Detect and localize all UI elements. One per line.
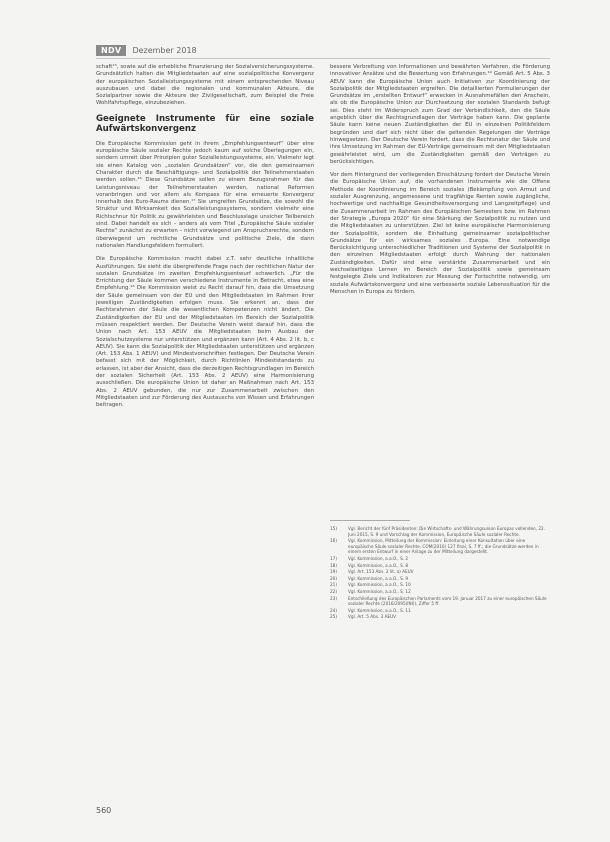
- footnote-number: 22): [330, 588, 337, 594]
- footnote-text: Vgl. Kommission, a.a.O., S. 10: [348, 582, 411, 588]
- footnote-number: 24): [330, 607, 337, 613]
- footnote: [330, 614, 550, 620]
- footnote: [330, 589, 550, 595]
- footnote: [330, 596, 550, 607]
- footnote: [330, 608, 550, 614]
- footnote-text: Vgl. Bericht der fünf Präsidenten: Die Wirtschafts- und Währungsunion Europas vollenden, 22. Juni 2015, S. 9 und Vorschlag der Kommission, Europäische Säule sozialer Rechte.: [348, 526, 546, 537]
- footnote-text: Vgl. Kommission, a.a.O., S. 2: [348, 555, 409, 561]
- header-rule: [96, 58, 550, 59]
- footnote-text: Vgl. Art. 5 Abs. 3 AEUV: [348, 614, 397, 620]
- footnote: [330, 538, 550, 555]
- page-header: [96, 44, 197, 56]
- footnote: [330, 576, 550, 582]
- paragraph: bessere Verbreitung von Informationen und bewährten Verfahren, die Förderung innovativer Ansätze und die Bewertung von Erfahrungen.¹⁹ Gemäß Art. 5 Abs. 3 AEUV kann die Europäische Union auch Initiativen zur Koordinierung der Sozialpolitik der Mitgliedstaaten ergreifen. Die detaillierten Formulierungen der Grundsätze im „erstellten Entwurf“ erwecken in Ausnahmefällen den Anschein, als ob die Europäische Union zur Durchsetzung der sozialen Standards befugt sei. Dies steht im Widerspruch zum Grad der Verbindlichkeit, den die Säule angeblich über die Rechtsgrundlagen der Verträge haben kann. Die geplante Säule kann keine neuen Zuständigkeiten der EU in einzelnen Politikfeldern begründen und darf sich nicht über die geltenden Regelungen der Verträge hinwegsetzen. Der Deutsche Verein fordert, dass die Rechtsnatur der Säule und ihre Umsetzung im Rahmen der EU-Verträge gemeinsam mit den Mitgliedstaaten gewährleistet wird, um die Zuständigkeiten gemäß den Verträgen zu berücksichtigen.: [330, 64, 550, 165]
- footnote-text: Vgl. Kommission, a.a.O., S. 9: [348, 575, 409, 581]
- footnote-number: 25): [330, 614, 337, 620]
- footnote-rule: [330, 520, 410, 521]
- footnotes: [330, 520, 550, 621]
- footnote-number: 16): [330, 538, 337, 544]
- paragraph: Die Europäische Kommission geht in ihrem „Empfehlungsentwurf“ über eine europäische Säule sozialer Rechte jedoch kaum auf solche Überlegungen ein, sondern umreit über Prinzipien guter Sozialleistungssysteme, ein. Vielmehr legt sie einen Katalog von „sozialen Grundsätzen“ vor, die den gemeinsamen Charakter durch die Beschäftigungs- und Sozialpolitik der Teilnehmerstaaten werden sollen.¹⁶ Diese Grundsätze sollen zu einem Bezugsrahmen für das Leistungsniveau der Teilnehmerstaaten werden, national Reformen voranbringen und vor allem als Kompass für eine erneuerte Konvergenz innerhalb des Euro-Raums dienen.¹⁷ Sie umgreifen Grundsätze, die sowohl die Struktur und Wirksamkeit des Sozialleistungssystems, sondern vielmehr eine Richtschnur für Politik zu gewährleisten und Beschlusslage unsicher Teilbereich sind. Dabei handelt es sich – anders als vom Titel „Europäische Säule sozialer Rechte“ zunächst zu erwarten – nicht vorwiegend um Anspruchsrechte, sondern überwiegend um rechtliche Grundsätze und politische Ziele, die dann nationalen Handlungsfeldern formuliert.: [96, 140, 314, 249]
- footnote-number: 21): [330, 582, 337, 588]
- footnote-text: Vgl. Kommission, a.a.O., S. 12: [348, 588, 411, 594]
- footnote-number: 15): [330, 526, 337, 531]
- left-column: [96, 64, 314, 415]
- footnote: [330, 526, 550, 537]
- footnote-text: Vgl. Kommission, Mitteilung der Kommission: Einleitung einer Konsultation über eine europäische Säule sozialer Rechte, COM(2016) 127 final, S. 7 ff.; die Grundsätze werden in einem ersten Entwurf in einer Anlage zu der Mitteilung dargestellt.: [348, 538, 539, 555]
- footnote-text: Vgl. Kommission, a.a.O., S. 8: [348, 562, 409, 568]
- journal-badge: NDV: [96, 45, 126, 56]
- footnote-list: [330, 526, 550, 620]
- footnote-number: 17): [330, 555, 337, 561]
- paragraph: schaft¹⁵, sowie auf die erhebliche Finanzierung der Sozialversicherungssysteme. Grundsätzlich halten die Mitgliedstaaten auf eine sozialpolitische Konvergenz der europäischen Sozialleistungssysteme mit einem entsprechenden Niveau auszubauen und dabei die regionalen und kommunalen Akteure, die Sozialpartner sowie die Akteure der Zivilgesellschaft, zum Beispiel die Freie Wohlfahrtspflege, einzubeziehen.: [96, 64, 314, 107]
- footnote-text: Entschließung des Europäischen Parlaments vom 19. Januar 2017 zu einer europäischen Säule sozialer Rechte (2016/2095(INI)), Ziffer 5 ff.: [348, 595, 547, 607]
- paragraph: Die Europäische Kommission macht dabei z.T. sehr deutliche inhaltliche Ausführungen. Sie sieht die übergreifende Frage nach der rechtlichen Natur der sozialen Grundsätze im zweiten Empfehlungsentwurf schwerlich. „Für die Errichtung der Säule kommen verschiedene Instrumente in Betracht, etwa eine Empfehlung.¹⁸ Die Kommission weist zu Recht darauf hin, dass die Umsetzung der Säule gemeinsam von der EU und den Mitgliedstaaten im Rahmen ihrer jeweiligen Zuständigkeiten erfolgen muss. Sie erkennt an, dass der Rechtsrahmen der Säule die wesentlichen Kompetenzen nicht ändert. Die Zuständigkeiten der EU und der Mitgliedstaaten im Bereich der Sozialpolitik müssen respektiert werden. Der Deutsche Verein weist darauf hin, dass die Union nach Art. 153 AEUV die Mitgliedstaaten beim Ausbau der Sozialschutzsysteme nur unterstützen und ergänzen kann (Art. 4 Abs. 2 lit. b, c AEUV). Sie kann die Sozialpolitik der Mitgliedstaaten unterstützen und ergänzen (Art. 153 Abs. 1 AEUV) und Mindestvorschriften festlegen. Der Deutsche Verein befasst sich mit der Möglichkeit, durch Richtlinien Mindeststandards zu erlassen, ist aber der Ansicht, dass die derzeitigen Rechtsgrundlagen im Bereich der sozialen Sicherheit (Art. 153 Abs. 2 AEUV) eine Harmonisierung ausschließen. Die europäische Union ist daher an Maßnahmen nach Art. 153 Abs. 2 AEUV gebunden, die nur zur Zusammenarbeit zwischen den Mitgliedstaaten und zur Förderung des Austauschs von Wissen und Erfahrungen beitragen.: [96, 256, 314, 409]
- paragraph: Vor dem Hintergrund der vorliegenden Einschätzung fordert der Deutsche Verein die Europäische Union auf, die vorhandenen Instrumente wie die Offene Methode der Koordinierung im Bereich soziales (Bekämpfung von Armut und sozialer Ausgrenzung, angemessene und tragfähige Renten sowie zugängliche, hochwertige und nachhaltige Gesundheitsversorgung und Langzeitpflege) und die Zusammenarbeit im Rahmen des Europäischen Semesters bzw. im Rahmen der Strategie „Europa 2020“ für eine Stärkung der Sozialpolitik zu nutzen und die Mitgliedstaaten zu unterstützen. Ziel ist keine europäische Harmonisierung der Sozialpolitik, sondern die Einhaltung gemeinsamer sozialpolitischer Grundsätze für ein wirksames soziales Europa. Eine notwendige Berücksichtigung unterschiedlicher Traditionen und Systeme der Sozialpolitik in den einzelnen Mitgliedstaaten erfolgt durch Wahrung der nationalen Zuständigkeiten. Dafür sind eine verstärkte Zusammenarbeit und ein wechselseitiges Lernen im Bereich der Sozialpolitik sowie gemeinsam festgelegte Ziele und Indikatoren zur Messung der Fortschritte notwendig, um soziale Aufwärtskonvergenz und eine verbesserte soziale Lebenssituation für die Menschen in Europa zu fördern.: [330, 172, 550, 295]
- footnote: [330, 569, 550, 575]
- footnote: [330, 563, 550, 569]
- footnote-text: Vgl. Kommission, a.a.O., S. 11: [348, 607, 411, 613]
- footnote: [330, 556, 550, 562]
- footnote: [330, 582, 550, 588]
- footnote-number: 23): [330, 595, 337, 601]
- section-heading: Geeignete Instrumente für eine soziale Aufwärtskonvergenz: [96, 113, 314, 134]
- footnote-number: 20): [330, 575, 337, 581]
- right-column: [330, 64, 550, 302]
- page-number: 560: [96, 806, 112, 815]
- footnote-text: Vgl. Art. 153 Abs. 2 lit. a) AEUV: [348, 569, 414, 575]
- footnote-number: 19): [330, 569, 337, 575]
- issue-date: Dezember 2018: [132, 45, 197, 55]
- footnote-number: 18): [330, 562, 337, 568]
